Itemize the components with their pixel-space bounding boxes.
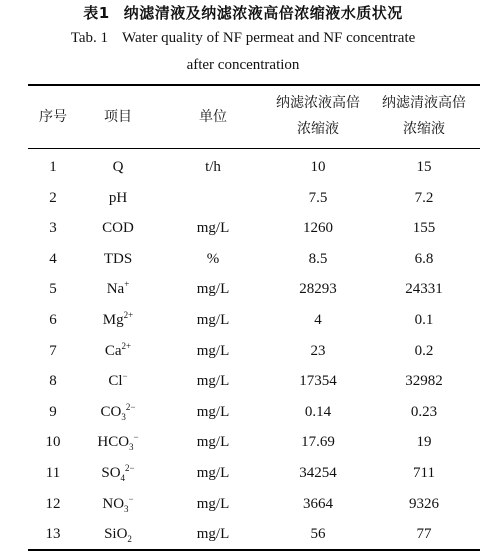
row-permeate-value: 7.2: [414, 190, 434, 206]
header-unit: 单位: [199, 109, 227, 125]
row-concentrate-value: 0.14: [304, 404, 332, 420]
row-no: 10: [45, 434, 61, 450]
row-permeate-value: 24331: [405, 281, 443, 297]
row-item: [78, 279, 158, 299]
row-item: [78, 494, 158, 514]
row-concentrate-value: 17.69: [301, 434, 335, 450]
table-bottom-rule: [28, 549, 480, 551]
item-superscript: −: [133, 432, 139, 442]
item-superscript: 2−: [125, 463, 135, 473]
item-superscript: −: [128, 494, 134, 504]
row-no: 1: [49, 159, 57, 175]
row-no: 11: [45, 465, 61, 481]
item-superscript: 2−: [125, 402, 136, 412]
item-formula: CO: [100, 404, 122, 420]
row-item: [78, 218, 158, 238]
row-concentrate-value: 3664: [303, 496, 333, 512]
header-concentrate: [268, 90, 368, 142]
item-formula: COD: [102, 220, 134, 236]
row-item: [78, 402, 158, 422]
item-formula: SO: [101, 465, 121, 481]
item-formula: Q: [112, 159, 124, 175]
row-concentrate-value: 10: [310, 159, 326, 175]
item-formula: NO: [102, 496, 125, 512]
row-permeate-value: 711: [413, 465, 435, 481]
header-concentrate-line1: 纳滤浓液高倍: [276, 95, 360, 111]
row-item: [78, 463, 158, 483]
row-concentrate-value: 1260: [303, 220, 333, 236]
item-subscript: 3: [124, 504, 129, 514]
item-formula: Cl: [108, 373, 123, 389]
header-permeate-line1: 纳滤清液高倍: [382, 95, 466, 111]
table-caption-en: [0, 30, 486, 47]
row-permeate-value: 0.2: [414, 343, 434, 359]
table-header-rule: [28, 148, 480, 149]
row-item: [78, 341, 158, 361]
row-item: [78, 371, 158, 391]
header-item: 项目: [104, 109, 132, 125]
item-superscript: +: [124, 279, 130, 289]
row-no: 7: [49, 343, 57, 359]
table-number-en: Tab. 1: [70, 30, 108, 46]
row-permeate-value: 77: [416, 526, 432, 542]
row-concentrate-value: 28293: [299, 281, 337, 297]
item-formula: Mg: [102, 312, 124, 328]
row-no: 4: [49, 251, 57, 267]
table-top-rule: [28, 84, 480, 86]
row-item: [78, 310, 158, 330]
row-item: [78, 432, 158, 452]
row-concentrate-value: 56: [310, 526, 326, 542]
row-permeate-value: 15: [416, 159, 432, 175]
row-unit: mg/L: [196, 526, 230, 542]
row-item: [78, 524, 158, 544]
row-no: 8: [49, 373, 57, 389]
table-title-cn: 纳滤清液及纳滤浓液高倍浓缩液水质状况: [123, 4, 403, 22]
row-permeate-value: 6.8: [414, 251, 434, 267]
item-subscript: 2: [127, 534, 132, 544]
row-permeate-value: 155: [412, 220, 436, 236]
row-no: 6: [49, 312, 57, 328]
row-concentrate-value: 23: [310, 343, 326, 359]
row-unit: mg/L: [196, 281, 230, 297]
row-permeate-value: 19: [416, 434, 432, 450]
row-unit: mg/L: [196, 434, 230, 450]
item-superscript: 2+: [121, 341, 132, 351]
row-item: [78, 249, 158, 269]
row-unit: mg/L: [196, 312, 230, 328]
row-no: 3: [49, 220, 57, 236]
row-permeate-value: 0.23: [410, 404, 438, 420]
row-item: [78, 188, 158, 208]
item-subscript: 3: [121, 412, 126, 422]
row-no: 12: [45, 496, 61, 512]
table-title-en-line2: after concentration: [186, 57, 300, 73]
row-permeate-value: 32982: [405, 373, 443, 389]
row-unit: t/h: [205, 159, 221, 175]
row-permeate-value: 0.1: [414, 312, 434, 328]
row-unit: mg/L: [196, 465, 230, 481]
row-unit: mg/L: [196, 220, 230, 236]
item-formula: TDS: [103, 251, 133, 267]
header-concentrate-line2: 浓缩液: [297, 121, 339, 137]
row-unit: mg/L: [196, 404, 230, 420]
item-formula: pH: [108, 190, 128, 206]
table-title-en-line1: Water quality of NF permeat and NF concentrate: [122, 30, 416, 46]
row-item: [78, 157, 158, 177]
item-subscript: 3: [129, 442, 134, 452]
row-concentrate-value: 17354: [299, 373, 337, 389]
row-unit: %: [206, 251, 220, 267]
row-no: 9: [49, 404, 57, 420]
header-no: 序号: [39, 109, 67, 125]
row-unit: mg/L: [196, 496, 230, 512]
item-formula: Ca: [104, 343, 122, 359]
row-concentrate-value: 34254: [299, 465, 337, 481]
row-unit: mg/L: [196, 373, 230, 389]
row-no: 13: [45, 526, 61, 542]
item-formula: Na: [106, 281, 125, 297]
row-concentrate-value: 8.5: [308, 251, 328, 267]
row-permeate-value: 9326: [409, 496, 439, 512]
table-caption-cn: [0, 2, 486, 23]
item-formula: HCO: [97, 434, 130, 450]
table-number-cn: 表1: [83, 4, 110, 22]
item-subscript: 4: [120, 473, 126, 483]
item-superscript: 2+: [123, 310, 134, 320]
row-no: 5: [49, 281, 57, 297]
row-unit: mg/L: [196, 343, 230, 359]
item-formula: SiO: [104, 526, 128, 542]
row-no: 2: [49, 190, 57, 206]
row-concentrate-value: 4: [314, 312, 322, 328]
row-concentrate-value: 7.5: [308, 190, 328, 206]
item-superscript: −: [122, 371, 128, 381]
header-permeate-line2: 浓缩液: [403, 121, 445, 137]
header-permeate: [368, 90, 480, 142]
